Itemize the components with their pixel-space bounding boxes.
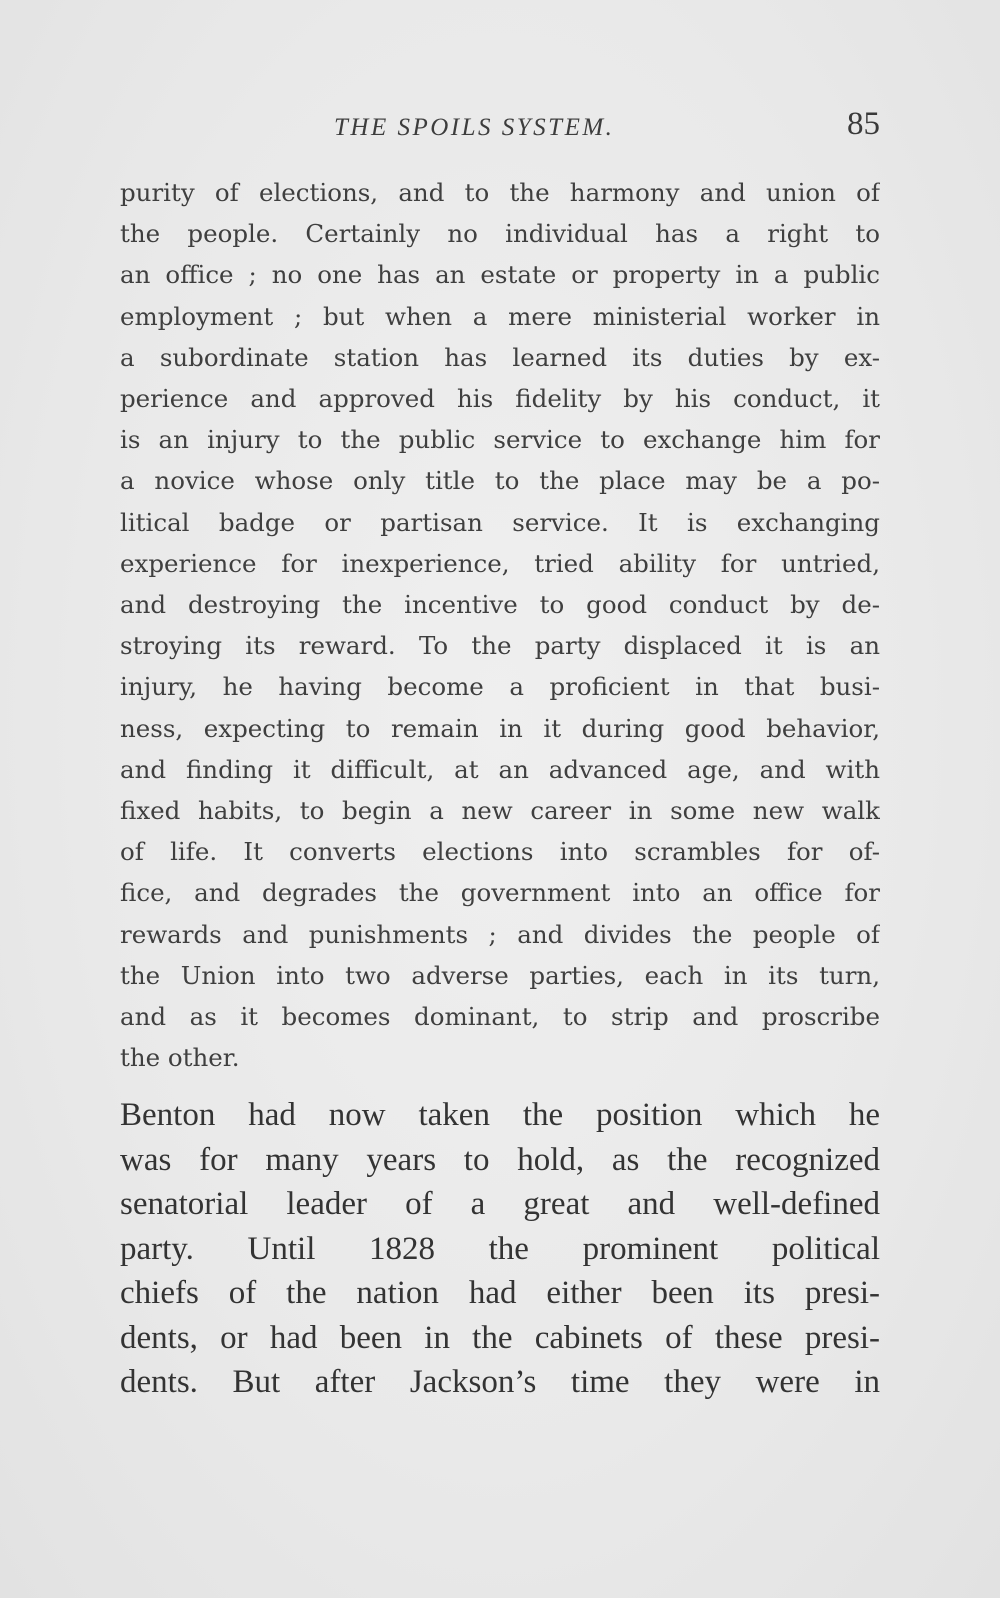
page-number: 85 [847, 106, 880, 142]
running-title: THE SPOILS SYSTEM. [334, 114, 615, 141]
text-line: an office ; no one has an estate or property in a public [120, 260, 880, 290]
text-line: purity of elections, and to the harmony and union of [120, 178, 880, 207]
text-line: and finding it difficult, at an advanced age, and with [120, 754, 880, 784]
text-line: ness, expecting to remain in it during good behavior, [120, 713, 880, 743]
text-line: Benton had now taken the position which he [120, 1097, 880, 1133]
text-line: dents. But after Jackson’s time they were in [120, 1364, 880, 1400]
text-line: was for many years to hold, as the recognized [120, 1141, 880, 1178]
running-head [120, 106, 880, 146]
text-line: perience and approved his fidelity by his conduct, it [120, 384, 880, 414]
text-line: fixed habits, to begin a new career in some new walk [120, 796, 880, 826]
text-line: the other. [120, 1043, 240, 1073]
text-line: senatorial leader of a great and well-defined [120, 1186, 880, 1222]
text-line: is an injury to the public service to exchange him for [120, 425, 880, 455]
text-line: a subordinate station has learned its duties by ex- [120, 342, 880, 372]
text-line: the Union into two adverse parties, each in its turn, [120, 960, 880, 990]
text-line: chiefs of the nation had either been its presi- [120, 1275, 880, 1311]
text-line: dents, or had been in the cabinets of these presi- [120, 1319, 880, 1356]
text-line: and as it becomes dominant, to strip and proscribe [120, 1002, 880, 1032]
text-line: fice, and degrades the government into an office for [120, 878, 880, 908]
text-line: experience for inexperience, tried ability for untried, [120, 548, 880, 578]
text-line: the people. Certainly no individual has a right to [120, 219, 880, 249]
quoted-passage [120, 172, 880, 1078]
body-paragraph [120, 1093, 880, 1405]
text-line: party. Until 1828 the prominent political [120, 1230, 880, 1267]
text-line: rewards and punishments ; and divides the people of [120, 919, 880, 949]
text-line: and destroying the incentive to good conduct by de- [120, 590, 880, 620]
text-line: injury, he having become a proficient in that busi- [120, 672, 880, 702]
text-line: a novice whose only title to the place may be a po- [120, 466, 880, 496]
text-line: stroying its reward. To the party displaced it is an [120, 631, 880, 661]
text-line: employment ; but when a mere ministerial worker in [120, 301, 880, 331]
text-line: of life. It converts elections into scrambles for of- [120, 837, 880, 867]
text-line: litical badge or partisan service. It is exchanging [120, 507, 880, 537]
